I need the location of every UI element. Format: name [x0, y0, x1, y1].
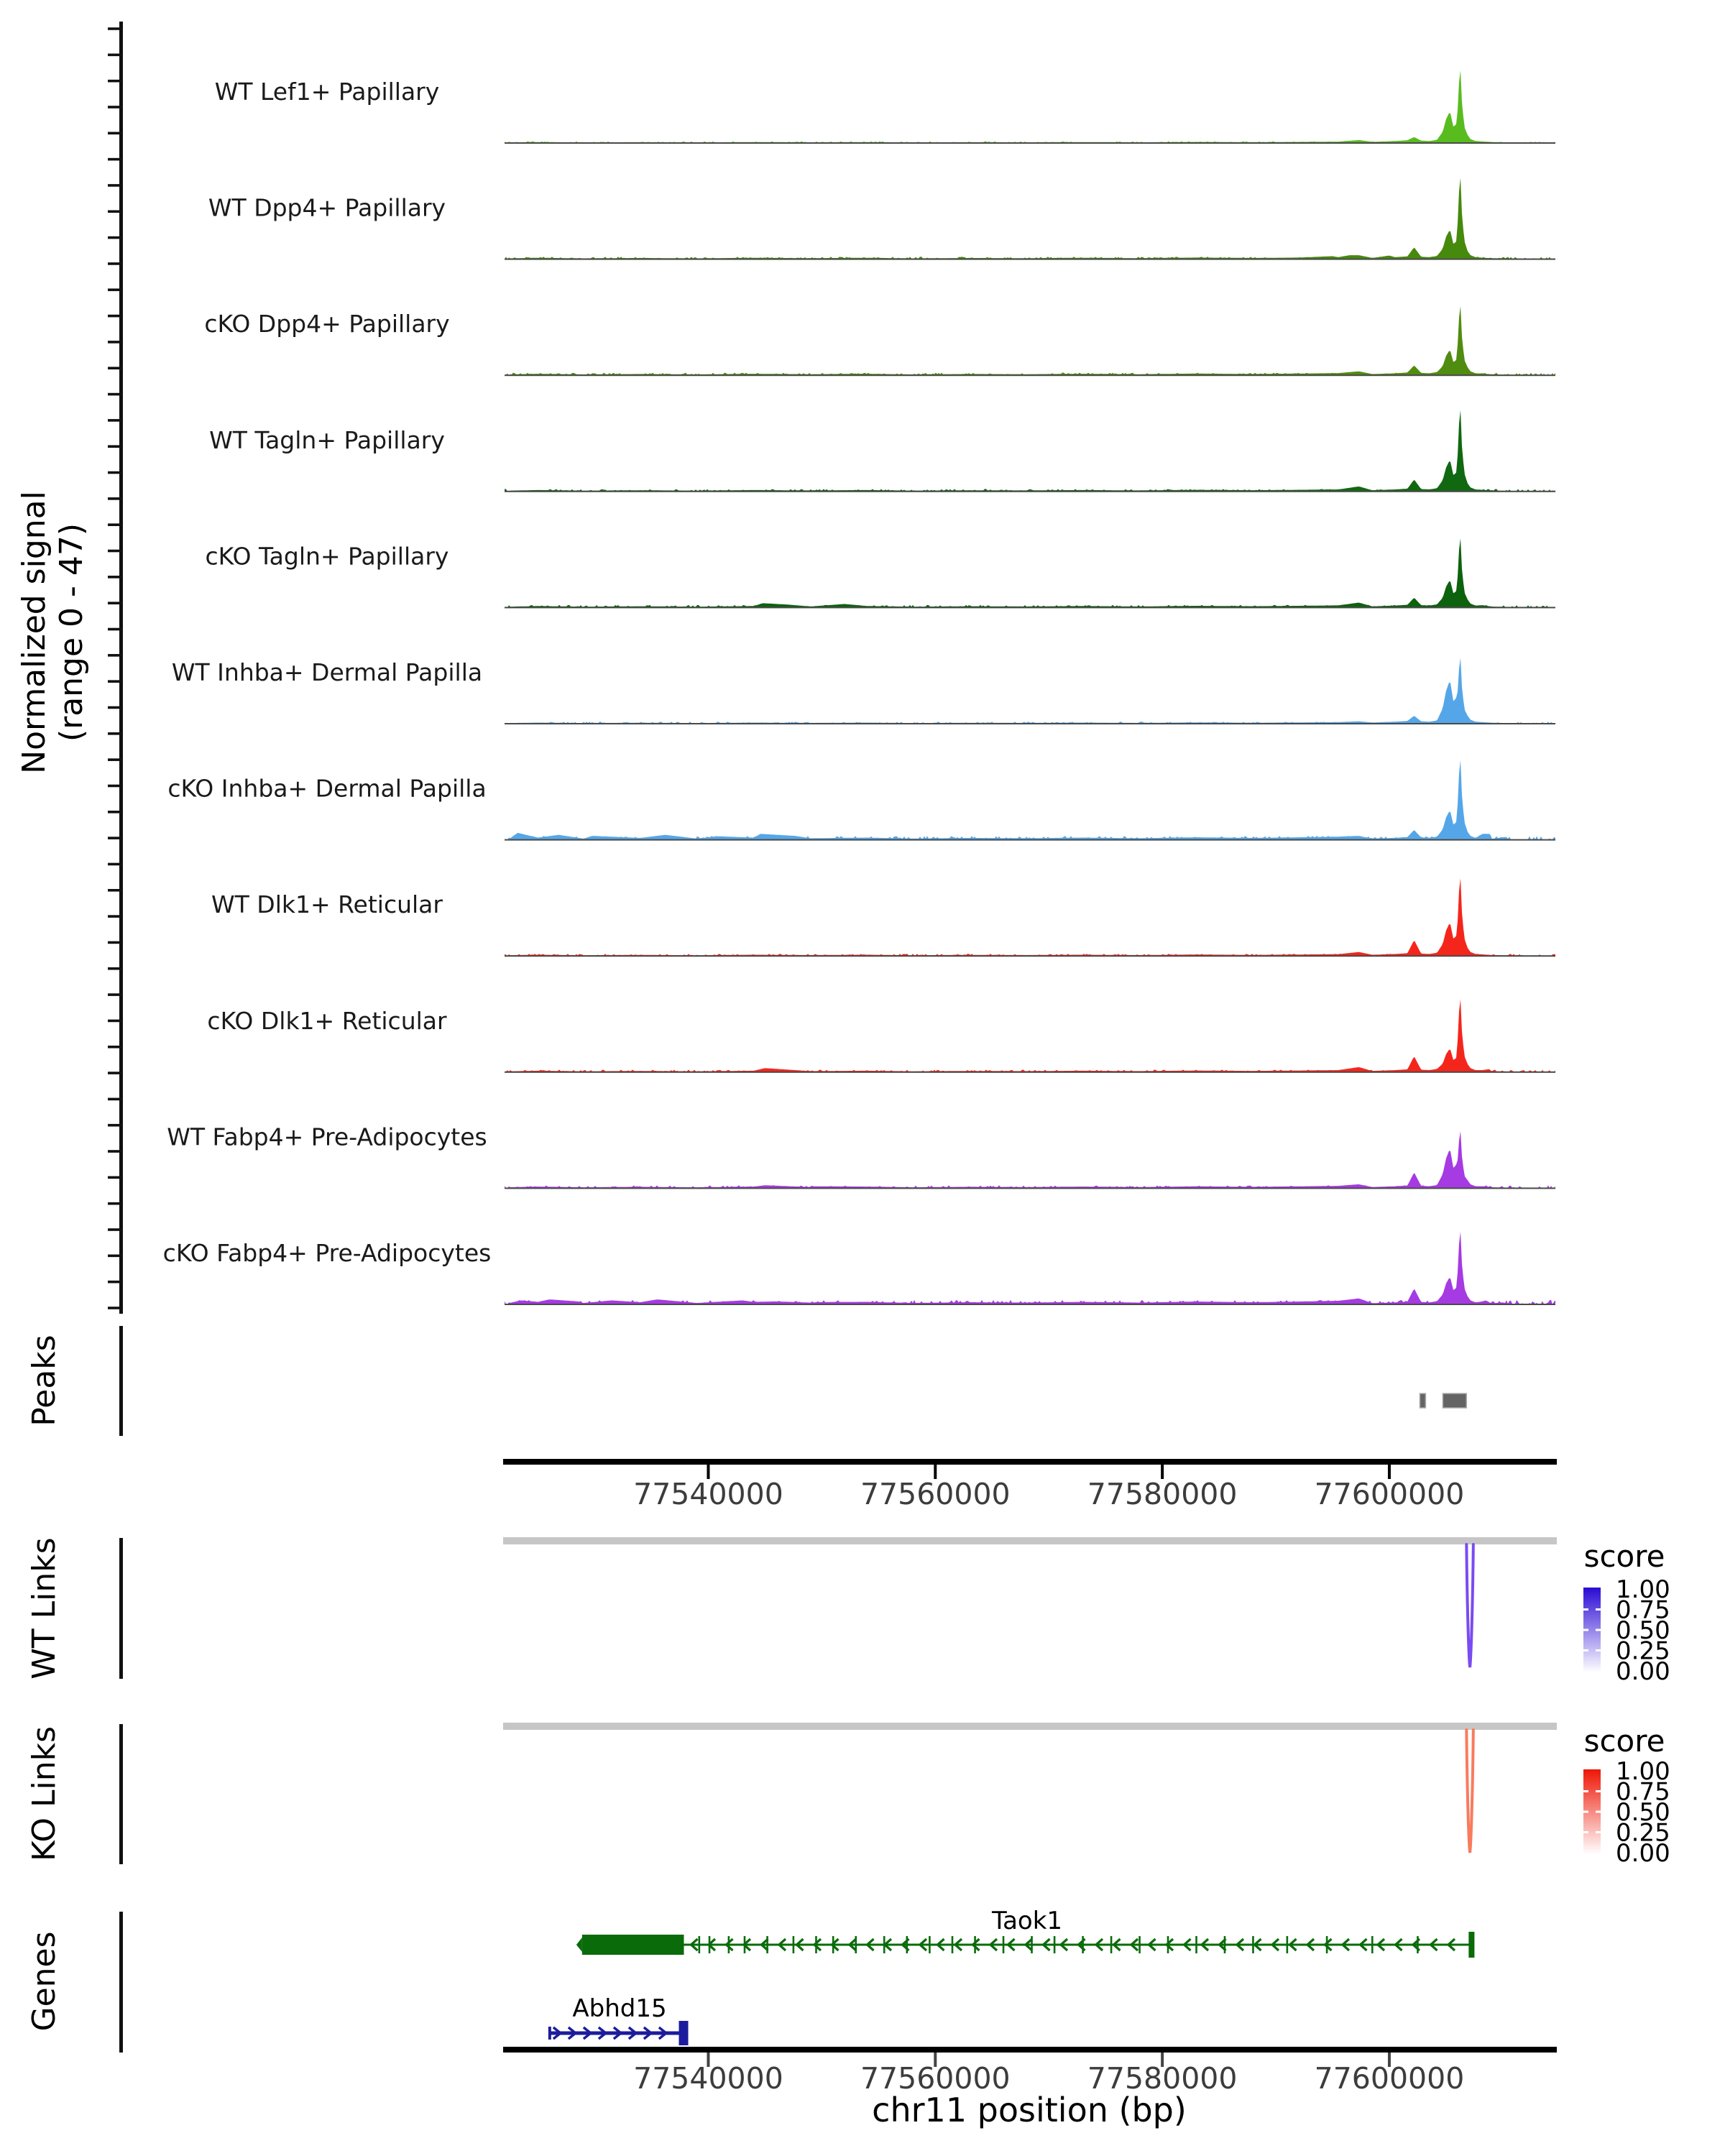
gene-label-abhd15: Abhd15: [572, 1994, 667, 2023]
signal-y-axis-tick: [108, 54, 119, 57]
coverage-track-label: cKO Dlk1+ Reticular: [207, 1006, 447, 1035]
signal-y-axis-tick: [108, 262, 119, 265]
signal-y-axis-tick: [108, 993, 119, 996]
ko-links-score-bar-notch: [1596, 1831, 1601, 1833]
wt-links-score-tick-label: 1.00: [1616, 1575, 1670, 1604]
gene-exon-tick-taok1: [1082, 1936, 1084, 1953]
signal-y-axis-tick: [108, 158, 119, 161]
signal-y-axis-tick: [108, 1072, 119, 1074]
gene-exon-tick-taok1: [1195, 1936, 1197, 1953]
signal-y-axis-tick: [108, 811, 119, 814]
ko-score-legend-title: score: [1583, 1723, 1665, 1759]
signal-y-axis-tick: [108, 393, 119, 396]
signal-y-axis-tick: [108, 706, 119, 709]
ko-links-score-bar-notch: [1583, 1831, 1588, 1833]
signal-y-axis-tick: [108, 837, 119, 839]
coverage-track-baseline: [505, 1304, 1555, 1305]
x-axis-title: chr11 position (bp): [872, 2091, 1187, 2129]
coverage-track-baseline: [505, 374, 1555, 376]
gene-start-cap-taok1: [576, 1938, 582, 1952]
signal-y-axis-tick: [108, 654, 119, 657]
signal-y-axis-tick: [108, 1202, 119, 1205]
signal-y-axis-tick: [108, 106, 119, 109]
coverage-track-baseline: [505, 1187, 1555, 1189]
signal-y-axis-tick: [108, 628, 119, 631]
gene-end-box-taok1: [1468, 1932, 1474, 1958]
peak-region-box: [1420, 1393, 1425, 1408]
signal-y-axis-tick: [108, 288, 119, 291]
wt-links-bracket-line: [119, 1538, 123, 1679]
coverage-track-label: WT Tagln+ Papillary: [209, 425, 445, 454]
ko-links-score-bar-notch: [1583, 1790, 1588, 1792]
ko-links-link-arc: [1466, 1730, 1473, 1853]
gene-exon-tick-taok1: [1003, 1936, 1005, 1953]
signal-y-axis-tick: [108, 1281, 119, 1284]
signal-y-axis-tick: [108, 915, 119, 918]
peaks-x-axis-line: [503, 1459, 1557, 1465]
wt-links-score-bar-notch: [1596, 1629, 1601, 1631]
wt-links-section-label: WT Links: [26, 1537, 63, 1680]
gene-exon-tick-taok1: [952, 1936, 954, 1953]
coverage-track-label: cKO Fabp4+ Pre-Adipocytes: [162, 1239, 492, 1267]
signal-y-axis-tick: [108, 602, 119, 604]
coverage-track-area: [505, 178, 1555, 259]
coverage-track-baseline: [505, 1072, 1555, 1073]
signal-y-axis-tick: [108, 732, 119, 735]
wt-links-score-bar-notch: [1583, 1629, 1588, 1631]
signal-y-axis-tick: [108, 445, 119, 448]
coverage-track-area: [505, 658, 1555, 724]
signal-y-axis-tick: [108, 1098, 119, 1101]
bottom-x-axis-line: [503, 2047, 1557, 2053]
coverage-track-baseline: [505, 259, 1555, 260]
y-axis-label-line1: Normalized signal: [16, 491, 52, 774]
signal-y-axis-tick: [108, 497, 119, 500]
signal-y-axis-tick: [108, 1307, 119, 1309]
coverage-track-label: cKO Inhba+ Dermal Papilla: [167, 774, 487, 803]
peak-region-box: [1443, 1393, 1466, 1408]
coverage-track-baseline: [505, 491, 1555, 492]
signal-y-axis-tick: [108, 80, 119, 83]
gene-exon-tick-taok1: [728, 1936, 730, 1953]
signal-y-axis-tick: [108, 184, 119, 187]
wt-links-score-bar-notch: [1583, 1608, 1588, 1611]
genes-bracket-line: [119, 1912, 123, 2053]
signal-y-axis-tick: [108, 758, 119, 761]
signal-y-axis-tick: [108, 419, 119, 422]
ko-links-score-tick-label: 0.50: [1616, 1798, 1670, 1827]
coverage-track-baseline: [505, 955, 1555, 957]
wt-links-score-tick-label: 0.00: [1616, 1657, 1670, 1686]
signal-y-axis-tick: [108, 367, 119, 369]
coverage-track-area: [505, 1232, 1555, 1304]
ko-links-score-bar-notch: [1596, 1790, 1601, 1792]
coverage-track-area: [505, 306, 1555, 375]
signal-y-axis-tick: [108, 785, 119, 788]
signal-y-axis-tick: [108, 471, 119, 474]
signal-y-axis-tick: [108, 1176, 119, 1179]
coverage-track-label: WT Dlk1+ Reticular: [211, 890, 443, 919]
peaks-x-axis-tick-label: 77560000: [860, 1477, 1011, 1511]
gene-exon-tick-taok1: [1371, 1936, 1374, 1953]
coverage-track-baseline: [505, 142, 1555, 144]
genes-section-label: Genes: [26, 1931, 63, 2032]
gene-exon-tick-taok1: [793, 1936, 795, 1953]
gene-exon-tick-taok1: [1054, 1936, 1056, 1953]
gene-exon-tick-taok1: [1110, 1936, 1113, 1953]
gene-exon-box-taok1: [582, 1935, 684, 1955]
coverage-track-area: [505, 1000, 1555, 1072]
gene-exon-tick-taok1: [1138, 1936, 1141, 1953]
gene-start-tick-abhd15: [548, 2027, 551, 2040]
wt-links-score-tick-label: 0.50: [1616, 1616, 1670, 1645]
ko-links-score-bar-notch: [1583, 1811, 1588, 1813]
coverage-track-area: [505, 760, 1555, 840]
signal-y-axis-tick: [108, 680, 119, 683]
signal-y-axis-tick: [108, 523, 119, 526]
coverage-track-label: cKO Tagln+ Papillary: [205, 542, 449, 571]
signal-y-axis-tick: [108, 1124, 119, 1127]
signal-y-axis-tick: [108, 550, 119, 553]
signal-y-axis-line: [119, 22, 123, 1314]
signal-y-axis-tick: [108, 1020, 119, 1023]
y-axis-label-line2: (range 0 - 47): [53, 522, 90, 742]
gene-exon-tick-taok1: [1287, 1936, 1289, 1953]
coverage-track-area: [505, 878, 1555, 956]
wt-links-link-arc: [1466, 1544, 1473, 1667]
coverage-track-label: cKO Dpp4+ Papillary: [204, 310, 450, 338]
coverage-track-area: [505, 1131, 1555, 1188]
gene-exon-tick-taok1: [929, 1936, 931, 1953]
coverage-track-label: WT Dpp4+ Papillary: [208, 193, 446, 222]
signal-y-axis-tick: [108, 863, 119, 866]
wt-links-score-tick-label: 0.25: [1616, 1636, 1670, 1666]
coverage-track-label: WT Lef1+ Papillary: [214, 78, 440, 106]
peaks-bracket-line: [119, 1326, 123, 1436]
signal-y-axis-tick: [108, 1046, 119, 1049]
signal-y-axis-tick: [108, 1255, 119, 1258]
signal-y-axis-tick: [108, 236, 119, 239]
ko-links-score-tick-label: 0.75: [1616, 1777, 1670, 1807]
peaks-x-axis-tick-label: 77580000: [1087, 1477, 1238, 1511]
bottom-x-axis-tick-label: 77540000: [633, 2061, 783, 2096]
wt-links-score-bar-notch: [1596, 1608, 1601, 1611]
gene-label-taok1: Taok1: [991, 1907, 1063, 1935]
signal-y-axis-tick: [108, 576, 119, 579]
signal-y-axis-tick: [108, 210, 119, 213]
bottom-x-axis-tick-label: 77580000: [1087, 2061, 1238, 2096]
signal-y-axis-tick: [108, 889, 119, 892]
signal-y-axis-tick: [108, 941, 119, 944]
coverage-track-area: [505, 410, 1555, 492]
peaks-section-label: Peaks: [26, 1335, 63, 1427]
peaks-x-axis-tick-label: 77540000: [633, 1477, 783, 1511]
wt-links-score-tick-label: 0.75: [1616, 1595, 1670, 1625]
gene-exon-tick-taok1: [699, 1936, 701, 1953]
coverage-track-label: WT Fabp4+ Pre-Adipocytes: [167, 1123, 487, 1151]
coverage-track-area: [505, 70, 1555, 143]
signal-y-axis-tick: [108, 1150, 119, 1153]
signal-y-axis-tick: [108, 132, 119, 135]
signal-y-axis-tick: [108, 967, 119, 970]
wt-score-legend-title: score: [1583, 1539, 1665, 1574]
coverage-track-baseline: [505, 607, 1555, 608]
coverage-track-label: WT Inhba+ Dermal Papilla: [171, 658, 483, 686]
coverage-track-baseline: [505, 839, 1555, 841]
generated-plot-layers: [108, 22, 1670, 2096]
bottom-x-axis-tick-label: 77600000: [1314, 2061, 1465, 2096]
peaks-x-axis-tick-label: 77600000: [1314, 1477, 1465, 1511]
ko-links-score-tick-label: 0.25: [1616, 1818, 1670, 1848]
ko-links-score-tick-label: 0.00: [1616, 1839, 1670, 1868]
bottom-x-axis-tick-label: 77560000: [860, 2061, 1011, 2096]
coverage-track-area: [505, 538, 1555, 607]
coverage-track-baseline: [505, 723, 1555, 724]
wt-links-score-bar-notch: [1596, 1649, 1601, 1651]
ko-links-score-tick-label: 1.00: [1616, 1757, 1670, 1786]
wt-links-score-bar-notch: [1583, 1649, 1588, 1651]
ko-links-bracket-line: [119, 1724, 123, 1864]
ko-links-score-bar-notch: [1596, 1811, 1601, 1813]
ko-links-section-label: KO Links: [26, 1726, 63, 1862]
signal-y-axis-tick: [108, 341, 119, 344]
signal-y-axis-tick: [108, 27, 119, 30]
wt-links-region-bar: [503, 1537, 1557, 1544]
signal-y-axis-tick: [108, 1228, 119, 1231]
ko-links-region-bar: [503, 1723, 1557, 1730]
gene-end-box-abhd15: [679, 2021, 689, 2045]
signal-y-axis-tick: [108, 315, 119, 318]
